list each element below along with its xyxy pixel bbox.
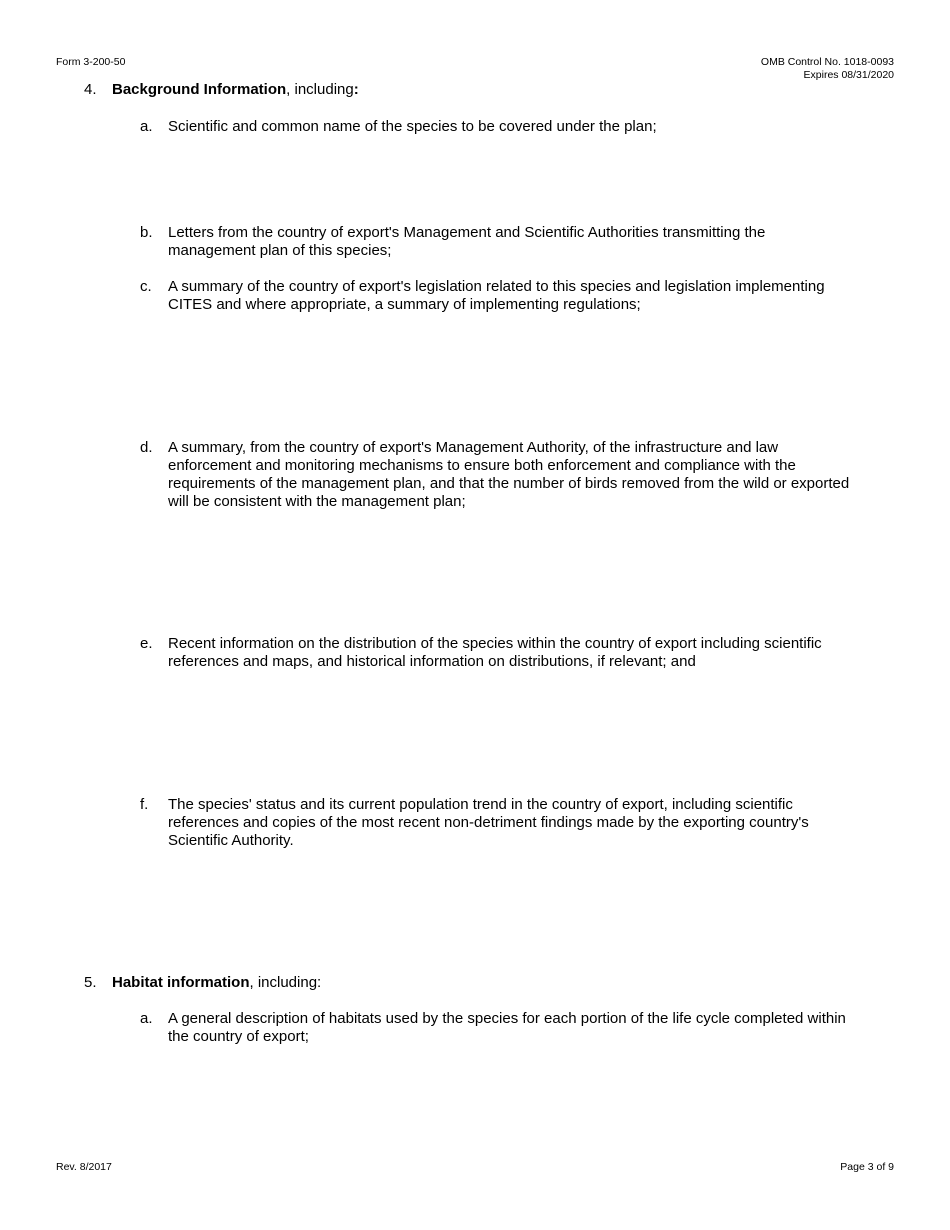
section-4-heading <box>84 81 359 99</box>
revision-date: Rev. 8/2017 <box>56 1161 112 1173</box>
item-letter: f. <box>140 796 149 813</box>
section-title: Background Information <box>112 81 287 98</box>
section-suffix: , including: <box>249 974 322 991</box>
omb-control-number: OMB Control No. 1018-0093 <box>760 56 894 68</box>
item-text: A summary of the country of export's legislation related to this species and legislation implementing CITES and where appropriate, a summary of implementing regulations; <box>168 278 825 313</box>
list-item <box>140 1010 850 1046</box>
item-letter: a. <box>140 1010 153 1027</box>
section-number: 5. <box>84 974 97 991</box>
item-letter: d. <box>140 439 153 456</box>
item-text: The species' status and its current population trend in the country of export, including scientific references and copies of the most recent non-detriment findings made by the exporting country's Scientific Authority. <box>168 796 809 849</box>
item-text: Scientific and common name of the species to be covered under the plan; <box>168 118 657 135</box>
list-item <box>140 439 850 511</box>
item-text: Letters from the country of export's Management and Scientific Authorities transmitting the management plan of this species; <box>168 224 766 259</box>
section-title: Habitat information <box>112 974 250 991</box>
omb-control-block <box>761 56 894 82</box>
list-item <box>140 635 850 671</box>
list-item <box>140 118 850 136</box>
item-letter: c. <box>140 278 152 295</box>
form-number: Form 3-200-50 <box>56 56 126 68</box>
section-colon: : <box>353 81 359 98</box>
item-letter: a. <box>140 118 153 135</box>
page-number: Page 3 of 9 <box>840 1161 894 1173</box>
list-item <box>140 224 850 260</box>
item-text: A general description of habitats used by the species for each portion of the life cycle completed within the country of export; <box>168 1010 846 1045</box>
item-text: A summary, from the country of export's Management Authority, of the infrastructure and law enforcement and monitoring mechanisms to ensure both enforcement and compliance with the requirements of the management plan, and that the number of birds removed from the wild or exported will be consistent with the management plan; <box>168 439 850 510</box>
section-5-heading <box>84 974 321 992</box>
item-text: Recent information on the distribution of the species within the country of export including scientific references and maps, and historical information on distributions, if relevant; and <box>168 635 822 670</box>
expiration-date: Expires 08/31/2020 <box>803 69 894 81</box>
section-number: 4. <box>84 81 97 98</box>
list-item <box>140 796 850 850</box>
item-letter: e. <box>140 635 153 652</box>
item-letter: b. <box>140 224 153 241</box>
section-suffix: , including <box>286 81 354 98</box>
list-item <box>140 278 850 314</box>
